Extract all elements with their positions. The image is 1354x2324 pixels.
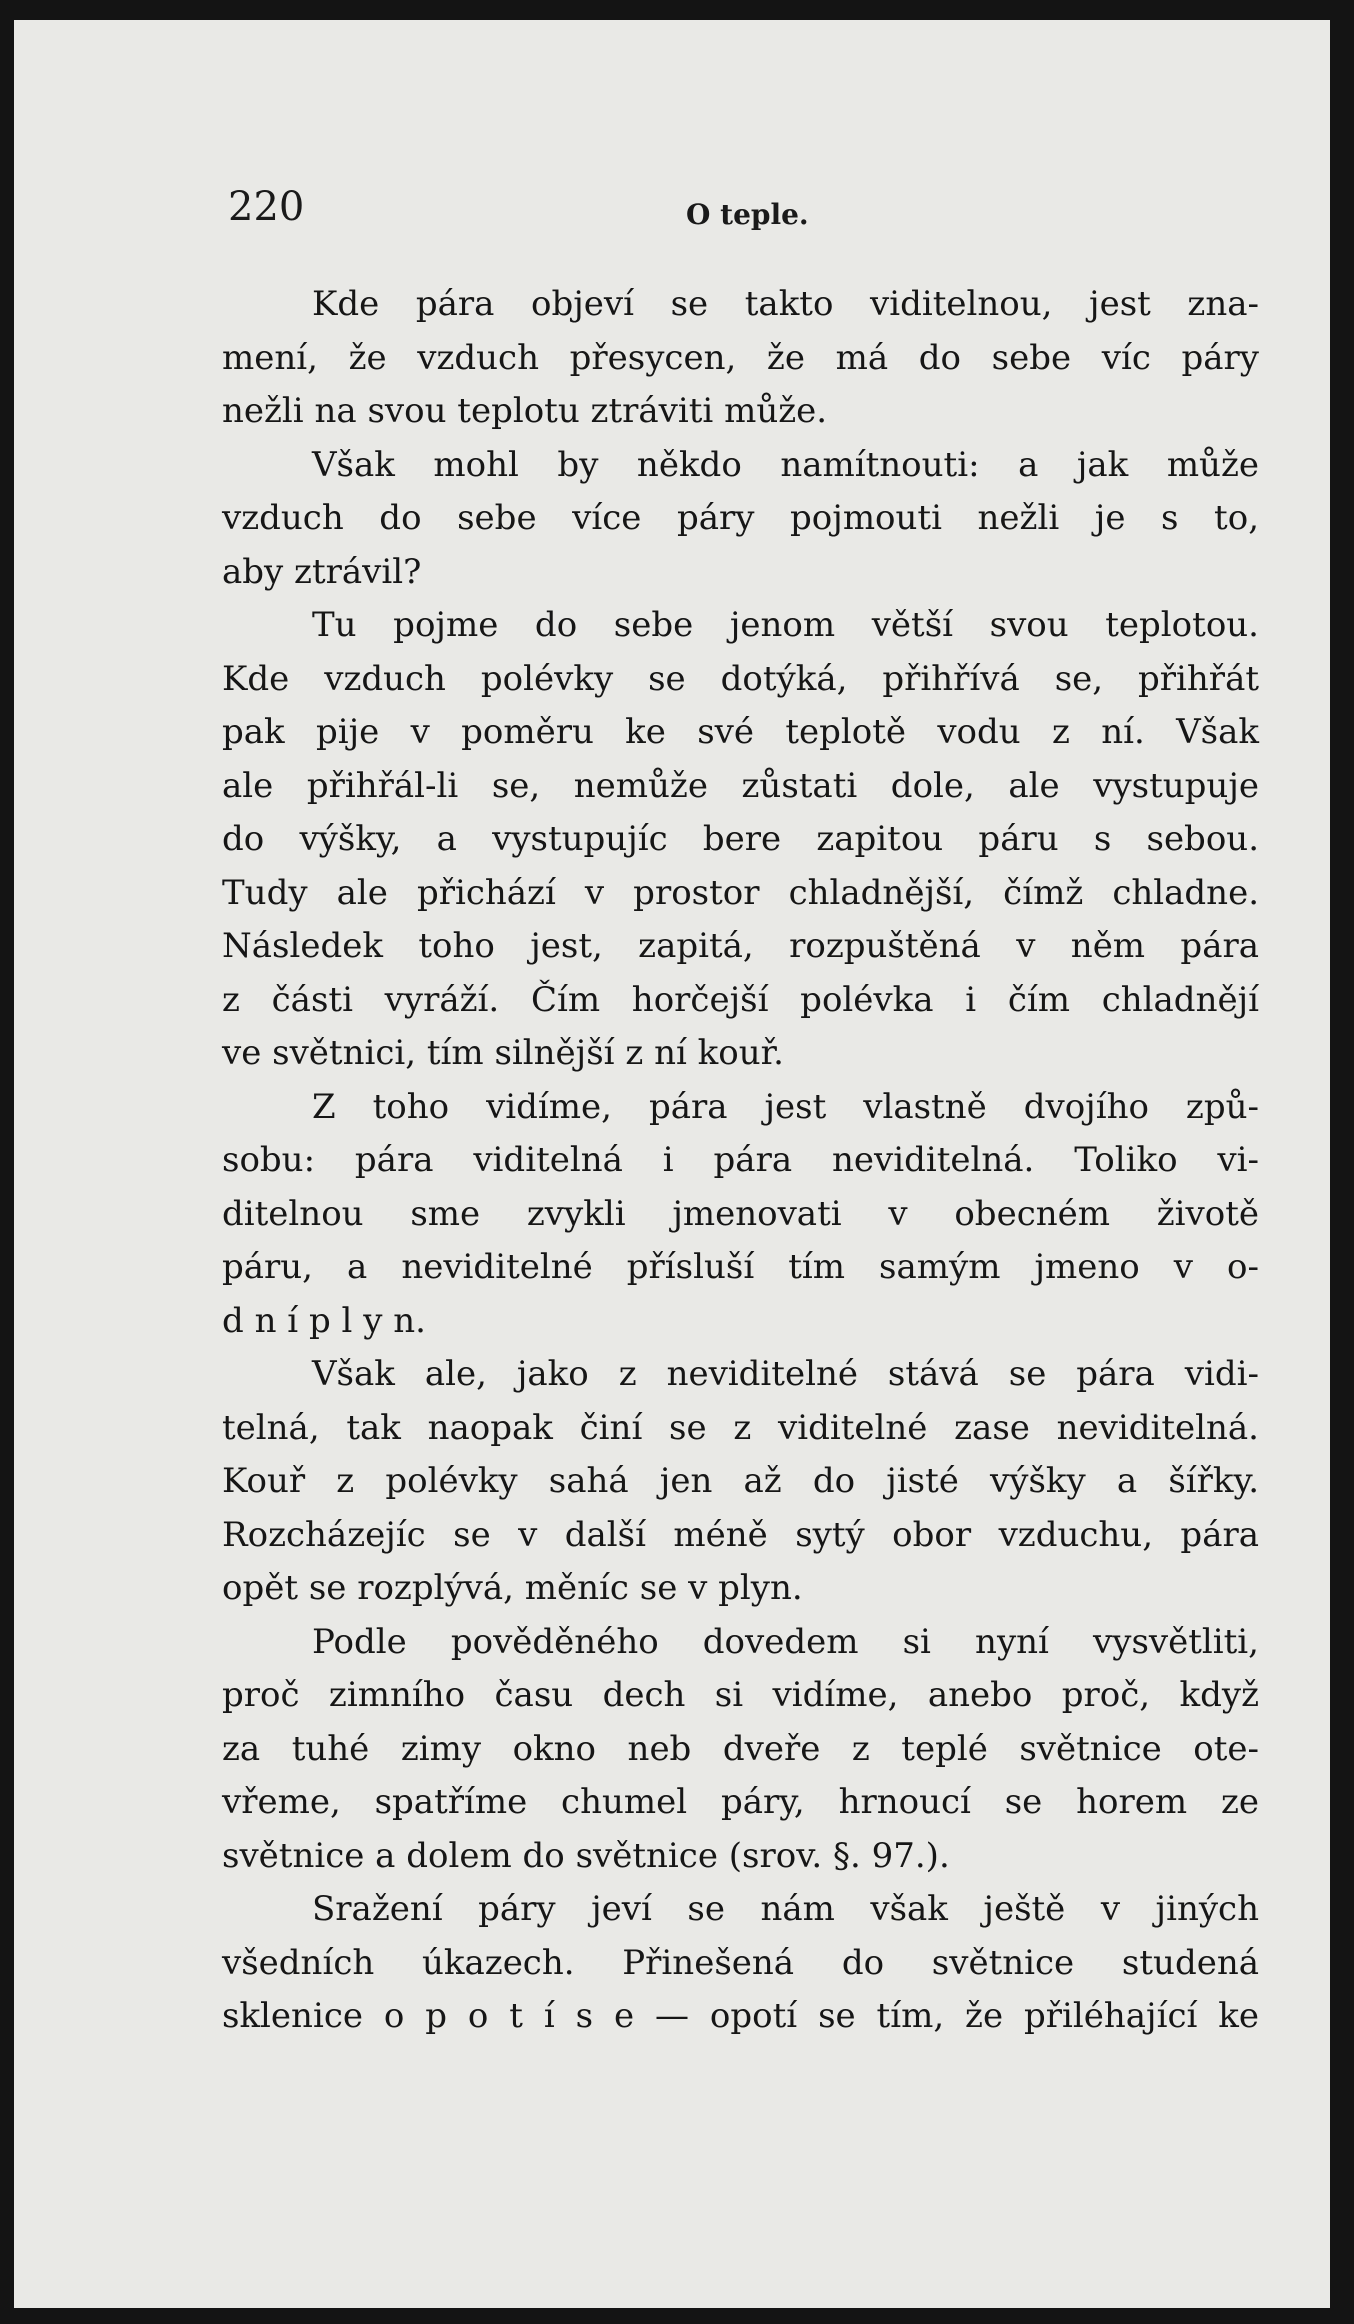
text-line: Kouř z polévky sahá jen až do jisté výšky a šířky. (222, 1461, 1259, 1501)
text-line: ale přihřál-li se, nemůže zůstati dole, ale vystupuje (222, 765, 1259, 806)
page-number: 220 (228, 184, 305, 230)
page-header (228, 184, 1258, 244)
book-page (14, 20, 1330, 2308)
text-line: pak pije v poměru ke své teplotě vodu z ní. Však (222, 712, 1259, 752)
running-title: O teple. (686, 198, 809, 231)
text-line: do výšky, a vystupujíc bere zapitou páru s sebou. (222, 819, 1259, 859)
text-line: vřeme, spatříme chumel páry, hrnoucí se horem ze (222, 1782, 1259, 1822)
text-line: za tuhé zimy okno neb dveře z teplé světnice ote- (222, 1728, 1259, 1769)
text-line: Však ale, jako z neviditelné stává se pára vidi- (312, 1354, 1259, 1394)
text-line: telná, tak naopak činí se z viditelné zase neviditelná. (222, 1407, 1259, 1448)
text-line: z části vyráží. Čím horčejší polévka i čím chladnějí (222, 979, 1259, 1020)
text-line: Podle pověděného dovedem si nyní vysvětliti, (312, 1621, 1259, 1662)
text-line: páru, a neviditelné přísluší tím samým jmeno v o- (222, 1247, 1259, 1287)
text-line: sklenice o p o t í s e — opotí se tím, že přiléhající ke (222, 1996, 1259, 2036)
text-line: d n í p l y n. (222, 1300, 426, 1341)
text-line: Následek toho jest, zapitá, rozpuštěná v něm pára (222, 926, 1259, 966)
text-line: světnice a dolem do světnice (srov. §. 97.). (222, 1835, 950, 1876)
text-line: opět se rozplývá, měníc se v plyn. (222, 1568, 803, 1608)
text-line: Tudy ale přichází v prostor chladnější, čímž chladne. (222, 872, 1259, 913)
body-text (222, 278, 1259, 2044)
text-line: Z toho vidíme, pára jest vlastně dvojího způ- (312, 1086, 1259, 1127)
text-line: Však mohl by někdo namítnouti: a jak může (312, 444, 1259, 485)
text-line: Tu pojme do sebe jenom větší svou teplotou. (312, 605, 1259, 645)
text-line: aby ztrávil? (222, 551, 422, 592)
text-line: proč zimního času dech si vidíme, anebo proč, když (222, 1675, 1259, 1715)
text-line: ve světnici, tím silnější z ní kouř. (222, 1033, 784, 1073)
text-line: mení, že vzduch přesycen, že má do sebe víc páry (222, 337, 1259, 378)
text-line: všedních úkazech. Přinešená do světnice studená (222, 1942, 1259, 1983)
text-line: nežli na svou teplotu ztráviti může. (222, 391, 828, 431)
text-line: sobu: pára viditelná i pára neviditelná. Toliko vi- (222, 1140, 1259, 1180)
text-line: Rozcházejíc se v další méně sytý obor vzduchu, pára (222, 1514, 1259, 1555)
text-line: Kde pára objeví se takto viditelnou, jest zna- (312, 284, 1259, 324)
text-line: vzduch do sebe více páry pojmouti nežli je s to, (222, 498, 1259, 538)
text-line: Sražení páry jeví se nám však ještě v jiných (312, 1889, 1259, 1929)
text-line: Kde vzduch polévky se dotýká, přihřívá se, přihřát (222, 658, 1259, 699)
text-line: ditelnou sme zvykli jmenovati v obecném životě (222, 1193, 1259, 1234)
